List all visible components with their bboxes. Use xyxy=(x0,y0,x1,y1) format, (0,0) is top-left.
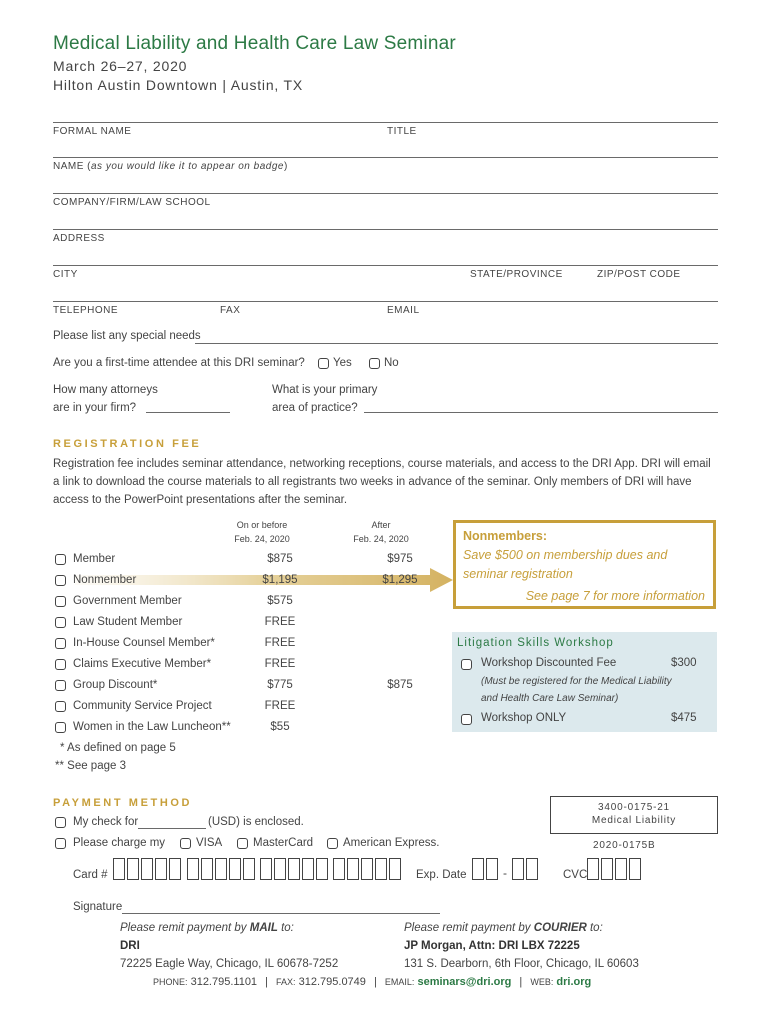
exp-separator: - xyxy=(503,866,507,880)
email-link[interactable]: seminars@dri.org xyxy=(417,976,512,988)
price-early: $575 xyxy=(267,595,293,607)
seminar-venue: Hilton Austin Downtown | Austin, TX xyxy=(53,77,304,93)
badge-name-field[interactable] xyxy=(53,159,718,192)
address-field[interactable] xyxy=(53,231,718,264)
seminar-dates: March 26–27, 2020 xyxy=(53,58,188,74)
cvc-label: CVC xyxy=(563,869,588,881)
workshop-box xyxy=(452,632,717,732)
email-label-footer: EMAIL: xyxy=(384,977,415,987)
divider xyxy=(53,193,718,194)
mastercard-label: MasterCard xyxy=(253,837,314,849)
price-early: $875 xyxy=(267,553,293,565)
fax-number: 312.795.0749 xyxy=(298,976,366,988)
address-label: ADDRESS xyxy=(53,233,105,244)
price-early: FREE xyxy=(264,637,296,649)
no-checkbox[interactable] xyxy=(369,358,380,369)
no-label: No xyxy=(384,357,399,369)
promo-line3: See page 7 for more information xyxy=(525,589,705,603)
visa-checkbox[interactable] xyxy=(180,838,191,849)
workshop-discount-label: Workshop Discounted Fee xyxy=(481,657,617,669)
zip-label: ZIP/POST CODE xyxy=(597,269,681,280)
remit-mail-name: DRI xyxy=(120,940,140,952)
email-field[interactable] xyxy=(387,303,717,325)
remit-courier-heading: Please remit payment by COURIER to: xyxy=(404,922,603,934)
registration-option-label: Nonmember xyxy=(73,574,137,586)
state-field[interactable] xyxy=(470,267,590,300)
early-header-line1: On or before xyxy=(236,520,288,530)
registration-option-label: Law Student Member xyxy=(73,616,183,628)
mastercard-checkbox[interactable] xyxy=(237,838,248,849)
state-label: STATE/PROVINCE xyxy=(470,269,563,280)
page-title: Medical Liability and Health Care Law Seminar xyxy=(53,33,456,54)
amex-label: American Express. xyxy=(343,837,440,849)
code-box xyxy=(550,796,718,834)
registration-option-label: Community Service Project xyxy=(73,700,212,712)
registration-option-label: Women in the Law Luncheon** xyxy=(73,721,231,733)
company-field[interactable] xyxy=(53,195,718,228)
yes-label: Yes xyxy=(333,357,352,369)
divider xyxy=(53,229,718,230)
check-prefix: My check for xyxy=(73,816,139,828)
attorneys-count-field[interactable] xyxy=(146,412,230,413)
title-label: TITLE xyxy=(387,126,417,137)
card-group-3[interactable] xyxy=(260,858,330,880)
registration-option-checkbox[interactable] xyxy=(55,617,66,628)
workshop-only-price: $475 xyxy=(671,712,697,724)
registration-option-checkbox[interactable] xyxy=(55,722,66,733)
formal-name-field[interactable] xyxy=(53,124,383,156)
check-checkbox[interactable] xyxy=(55,817,66,828)
fax-field[interactable] xyxy=(220,303,380,325)
footnote-1: * As defined on page 5 xyxy=(60,742,176,754)
registration-option-label: Government Member xyxy=(73,595,182,607)
price-early: FREE xyxy=(264,700,296,712)
remit-courier-address: 131 S. Dearborn, 6th Floor, Chicago, IL 60603 xyxy=(404,958,639,970)
check-amount-field[interactable] xyxy=(138,828,206,829)
visa-label: VISA xyxy=(196,837,223,849)
workshop-only-checkbox[interactable] xyxy=(461,714,472,725)
registration-description: Registration fee includes seminar attendance, networking receptions, course materials, and access to the DRI App. DRI will email a link to download the course materials to all registrants two weeks in advance of the seminar. Only members of DRI will have access to the PowerPoint presentations after the seminar. xyxy=(53,458,711,506)
practice-area-field[interactable] xyxy=(364,412,718,413)
promo-title: Nonmembers: xyxy=(463,529,548,543)
exp-date-label: Exp. Date xyxy=(416,869,467,881)
signature-label: Signature xyxy=(73,901,123,913)
code-line3: 2020-0175B xyxy=(593,840,656,851)
special-needs-field[interactable] xyxy=(195,343,718,344)
code-line1: 3400-0175-21 xyxy=(598,802,670,813)
footer-contact xyxy=(153,976,591,988)
workshop-title: Litigation Skills Workshop xyxy=(457,637,614,649)
footnote-2: ** See page 3 xyxy=(55,760,126,772)
attorneys-question-line1: How many attorneys xyxy=(53,384,158,396)
workshop-note-line2: and Health Care Law Seminar) xyxy=(481,693,619,704)
charge-checkbox[interactable] xyxy=(55,838,66,849)
separator: | xyxy=(373,976,377,988)
workshop-only-label: Workshop ONLY xyxy=(481,712,567,724)
remit-mail-address: 72225 Eagle Way, Chicago, IL 60678-7252 xyxy=(120,958,339,970)
phone-number: 312.795.1101 xyxy=(190,976,258,988)
workshop-note-line1: (Must be registered for the Medical Liability xyxy=(481,676,672,687)
fax-label-footer: FAX: xyxy=(276,977,296,987)
price-late: $1,295 xyxy=(382,574,418,586)
yes-checkbox[interactable] xyxy=(318,358,329,369)
price-early: $775 xyxy=(267,679,293,691)
city-field[interactable] xyxy=(53,267,463,300)
telephone-field[interactable] xyxy=(53,303,213,325)
title-field[interactable] xyxy=(387,124,717,156)
late-header-line2: Feb. 24, 2020 xyxy=(353,534,409,544)
check-suffix: (USD) is enclosed. xyxy=(208,816,304,828)
fax-label: FAX xyxy=(220,305,241,316)
registration-option-label: Group Discount* xyxy=(73,679,158,691)
registration-option-checkbox[interactable] xyxy=(55,638,66,649)
workshop-discount-price: $300 xyxy=(671,657,697,669)
charge-label: Please charge my xyxy=(73,837,166,849)
signature-field[interactable] xyxy=(122,913,440,914)
divider xyxy=(53,157,718,158)
divider xyxy=(53,122,718,123)
nonmember-promo-box xyxy=(453,520,716,609)
company-label: COMPANY/FIRM/LAW SCHOOL xyxy=(53,197,211,208)
attorneys-question-line2: are in your firm? xyxy=(53,402,137,414)
exp-year[interactable] xyxy=(512,858,540,880)
zip-field[interactable] xyxy=(597,267,717,300)
city-label: CITY xyxy=(53,269,78,280)
card-group-2[interactable] xyxy=(187,858,257,880)
workshop-discount-checkbox[interactable] xyxy=(461,659,472,670)
promo-line1: Save $500 on membership dues and xyxy=(463,548,668,562)
divider xyxy=(53,301,718,302)
registration-option-checkbox[interactable] xyxy=(55,701,66,712)
registration-option-checkbox[interactable] xyxy=(55,659,66,670)
early-header-line2: Feb. 24, 2020 xyxy=(234,534,290,544)
registration-option-checkbox[interactable] xyxy=(55,680,66,691)
price-early: $55 xyxy=(270,721,290,733)
registration-option-checkbox[interactable] xyxy=(55,554,66,565)
formal-name-label: FORMAL NAME xyxy=(53,126,132,137)
cvc-field[interactable] xyxy=(587,858,643,880)
separator: | xyxy=(265,976,268,988)
registration-option-label: In-House Counsel Member* xyxy=(73,637,215,649)
separator: | xyxy=(519,976,523,988)
price-early: FREE xyxy=(264,616,296,628)
remit-courier-name: JP Morgan, Attn: DRI LBX 72225 xyxy=(404,940,580,952)
payment-heading: PAYMENT METHOD xyxy=(53,797,193,809)
registration-option-label: Claims Executive Member* xyxy=(73,658,212,670)
card-group-4[interactable] xyxy=(333,858,403,880)
first-time-label: Are you a first-time attendee at this DRI seminar? xyxy=(53,357,305,369)
practice-question-line1: What is your primary xyxy=(272,384,378,396)
practice-question-line2: area of practice? xyxy=(272,402,358,414)
telephone-label: TELEPHONE xyxy=(53,305,119,316)
registration-option-checkbox[interactable] xyxy=(55,596,66,607)
price-late: $975 xyxy=(387,553,413,565)
registration-option-label: Member xyxy=(73,553,116,565)
late-header-line1: After xyxy=(371,520,391,530)
amex-checkbox[interactable] xyxy=(327,838,338,849)
registration-heading: REGISTRATION FEE xyxy=(53,438,202,450)
special-needs-label: Please list any special needs xyxy=(53,330,201,342)
registration-option-checkbox[interactable] xyxy=(55,575,66,586)
card-number-label: Card # xyxy=(73,869,108,881)
early-column-header xyxy=(222,518,302,546)
promo-line2: seminar registration xyxy=(463,567,573,581)
card-group-1[interactable] xyxy=(113,858,183,880)
late-column-header xyxy=(341,518,421,546)
price-early: FREE xyxy=(264,658,296,670)
code-line2: Medical Liability xyxy=(591,815,677,826)
price-late: $875 xyxy=(387,679,413,691)
badge-name-label: NAME (as you would like it to appear on badge) xyxy=(53,161,288,172)
email-label: EMAIL xyxy=(387,305,420,316)
web-link[interactable]: dri.org xyxy=(556,976,592,988)
web-label: WEB: xyxy=(530,977,554,987)
divider xyxy=(53,265,718,266)
price-early: $1,195 xyxy=(262,574,298,586)
exp-month[interactable] xyxy=(472,858,500,880)
phone-label: PHONE: xyxy=(153,977,188,987)
remit-mail-heading: Please remit payment by MAIL to: xyxy=(120,922,294,934)
